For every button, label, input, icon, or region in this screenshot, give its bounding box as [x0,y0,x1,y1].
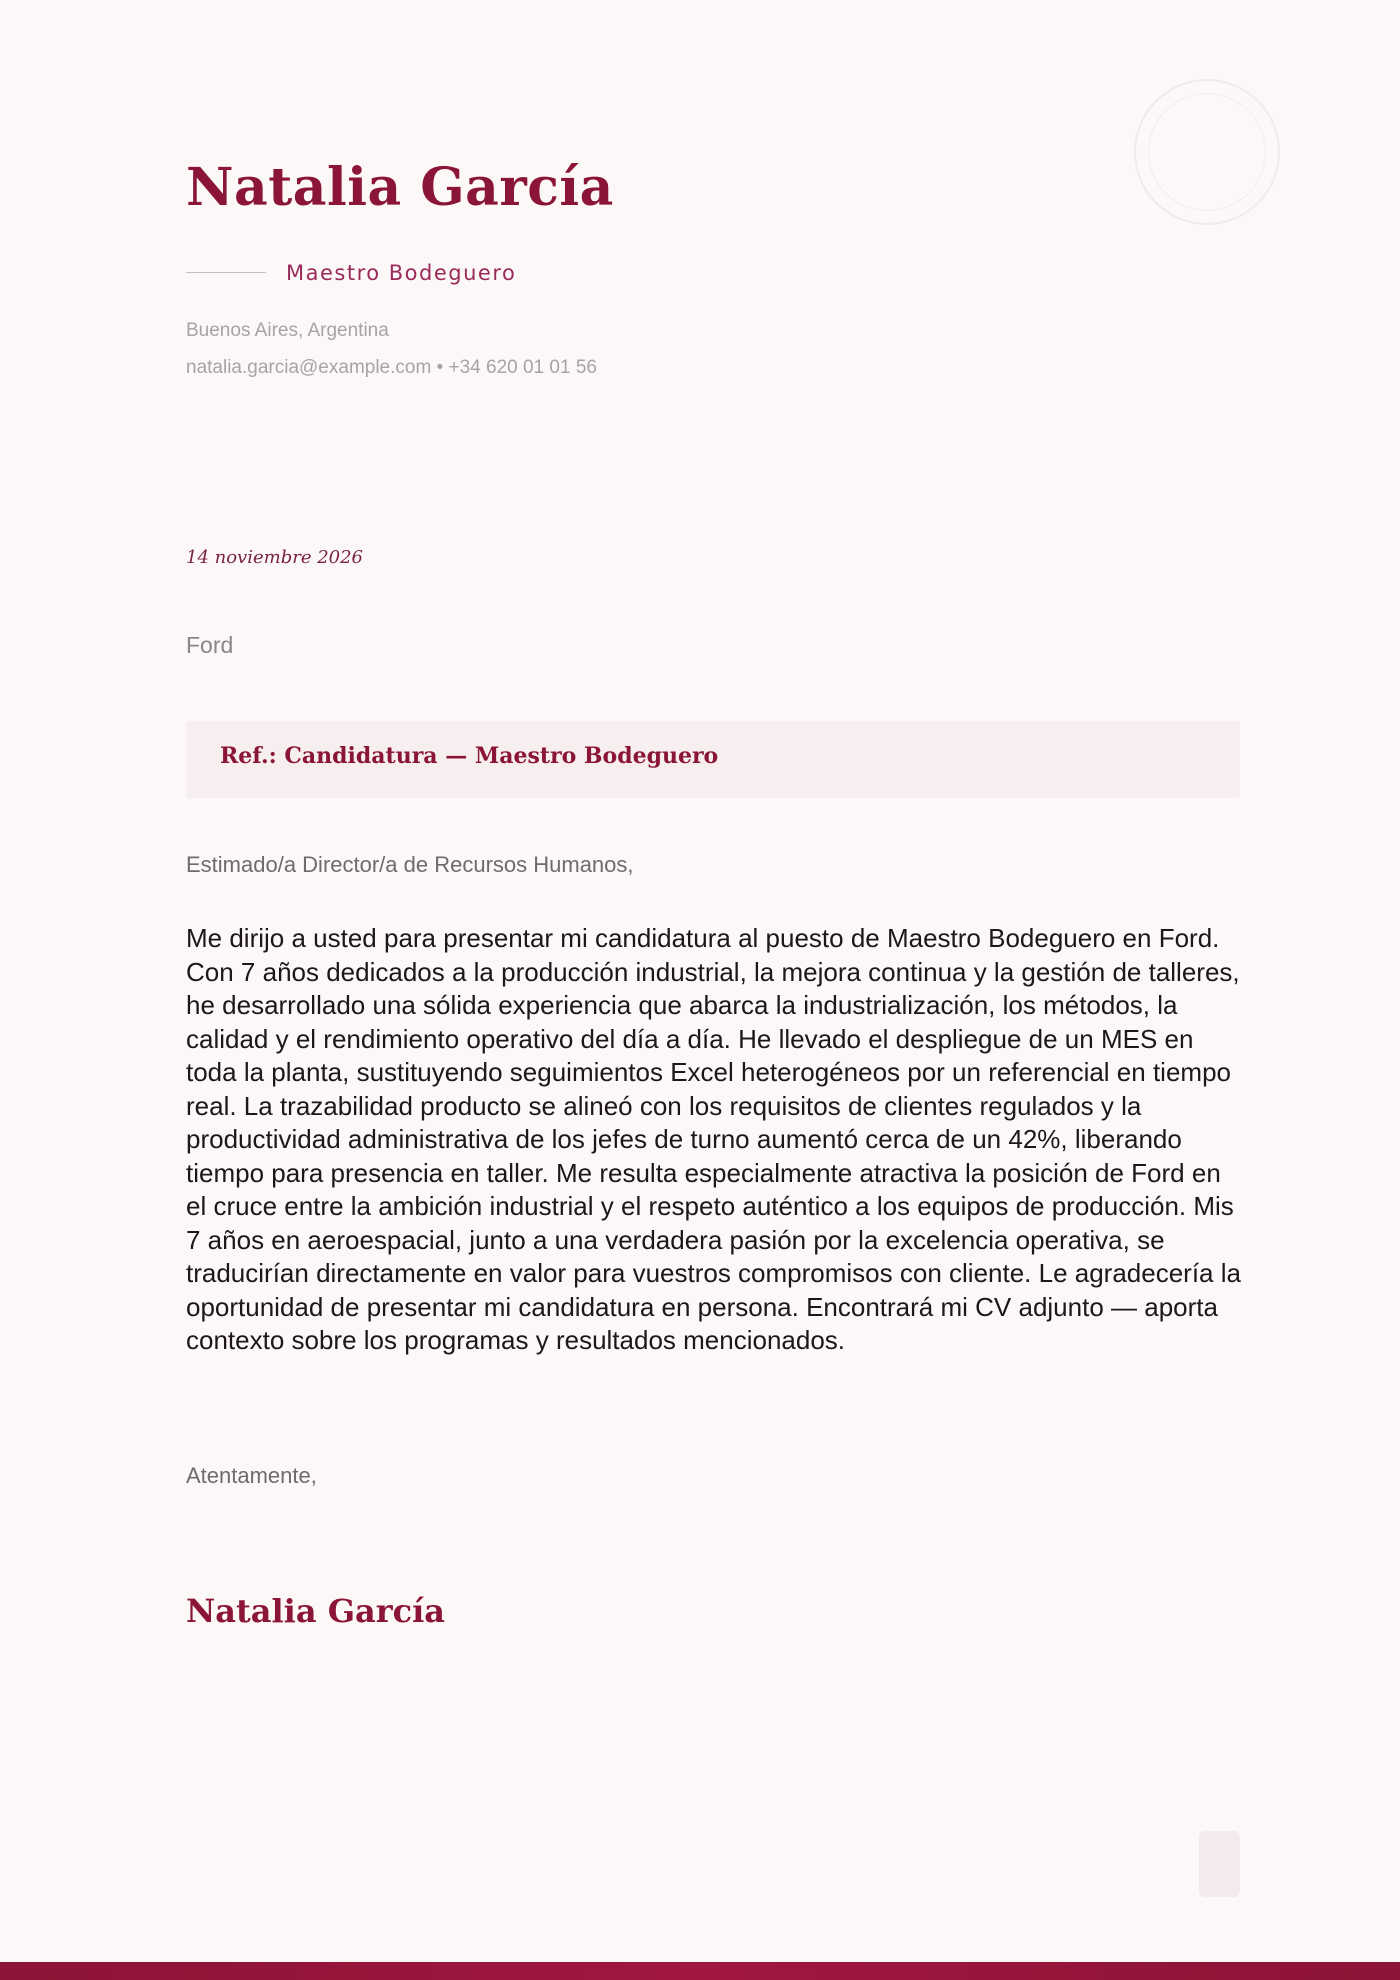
salutation: Estimado/a Director/a de Recursos Humanos, [186,852,634,877]
role-divider [186,272,266,273]
decorative-circle [1134,79,1280,225]
signature: Natalia García [186,1592,445,1630]
letter-date: 14 noviembre 2026 [186,547,364,568]
decorative-tab [1199,1831,1240,1897]
applicant-name: Natalia García [186,157,614,218]
closing: Atentamente, [186,1463,317,1488]
reference-line: Ref.: Candidatura — Maestro Bodeguero [220,743,719,769]
reference-box [186,721,1240,798]
letter-body: Me dirijo a usted para presentar mi candidatura al puesto de Maestro Bodeguero en Ford. Con 7 años dedicados a la producción industrial, la mejora continua y la gestión de talleres, he desarrollado una sólida experiencia que abarca la industrialización, los métodos, la calidad y el rendimiento operativo del día a día. He llevado el despliegue de un MES en toda la planta, sustituyendo seguimientos Excel heterogéneos por un referencial en tiempo real. La trazabilidad producto se alineó con los requisitos de clientes regulados y la productividad administrativa de los jefes de turno aumentó cerca de un 42%, liberando tiempo para presencia en taller. Me resulta especialmente atractiva la posición de Ford en el cruce entre la ambición industrial y el respeto auténtico a los equipos de producción. Mis 7 años en aeroespacial, junto a una verdadera pasión por la excelencia operativa, se traducirían directamente en valor para vuestros compromisos con cliente. Le agradecería la oportunidad de presentar mi candidatura en persona. Encontrará mi CV adjunto — aporta contexto sobre los programas y resultados mencionados. [186,923,1241,1355]
applicant-location: Buenos Aires, Argentina [186,320,389,341]
bottom-accent-bar [0,1962,1400,1980]
recipient: Ford [186,632,234,658]
applicant-contact: natalia.garcia@example.com • +34 620 01 01 56 [186,357,597,378]
applicant-role: Maestro Bodeguero [286,261,517,285]
